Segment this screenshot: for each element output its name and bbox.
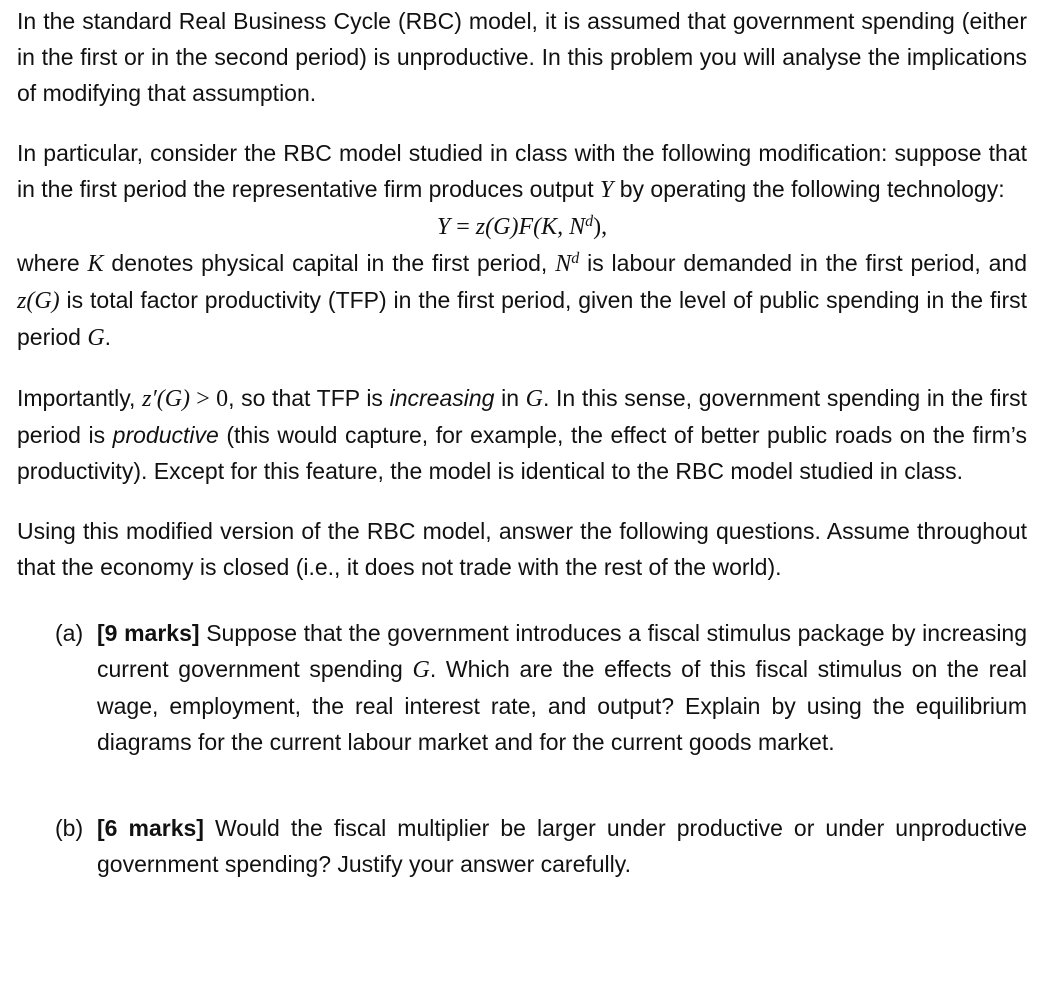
intro-paragraph [17, 3, 1027, 111]
emphasis-productive: productive [112, 422, 219, 448]
question-a-label: (a) [55, 620, 84, 646]
symbol-output: Y [599, 177, 614, 203]
symbol-tfp-derivative: z′(G) [142, 386, 191, 412]
symbol-greater-than-zero: > 0 [190, 386, 229, 412]
symbol-spending-2: G [525, 386, 543, 412]
productive-text-5: (this would capture, for example, the effect of better public roads on the firm’s productivity). Except for this feature, the model is identical to the RBC model studied in class. [17, 422, 1027, 484]
productive-text-4: . In this sense, government spending in the first period is [17, 385, 1028, 448]
productive-spending-paragraph [17, 380, 1027, 489]
question-b-marks: [6 marks] [97, 815, 204, 841]
technology-paragraph [17, 135, 1027, 208]
productive-text-2: , so that TFP is [228, 385, 383, 411]
question-list [17, 615, 1027, 882]
question-a-text: Suppose that the government introduces a fiscal stimulus package by increasing current government spending [97, 620, 1028, 682]
productive-text-3: in [501, 385, 519, 411]
document-page [17, 3, 1027, 882]
definitions-text-3: is labour demanded in the first period, and [587, 250, 1028, 276]
technology-text-end: by operating the following technology: [619, 176, 1005, 202]
instructions-text: Using this modified version of the RBC model, answer the following questions. Assume throughout that the economy is closed (i.e., it does not trade with the rest of the world). [17, 518, 1027, 580]
production-equation [17, 208, 1027, 245]
question-a [17, 615, 1027, 760]
definitions-text-1: where [17, 250, 80, 276]
symbol-tfp: z(G) [17, 288, 60, 314]
equation-equals: = [450, 214, 476, 240]
emphasis-increasing: increasing [389, 385, 495, 411]
definitions-paragraph [17, 245, 1027, 356]
productive-text-1: Importantly, [17, 385, 136, 411]
symbol-capital: K [87, 251, 104, 277]
question-b [17, 810, 1027, 882]
technology-text: In particular, consider the RBC model studied in class with the following modification: suppose that in the first period the representative firm produces output [17, 140, 1027, 202]
equation-tail: ), [593, 214, 608, 240]
definitions-text-2: denotes physical capital in the first period, [111, 250, 548, 276]
symbol-labour-superscript: d [571, 250, 580, 267]
symbol-labour: N [555, 251, 572, 277]
question-a-marks: [9 marks] [97, 620, 200, 646]
equation-superscript: d [585, 213, 594, 230]
equation-rhs: z(G)F(K, N [475, 214, 586, 240]
definitions-text-4: is total factor productivity (TFP) in the first period, given the level of public spending in the first period [17, 287, 1028, 350]
instructions-paragraph [17, 513, 1027, 585]
question-a-text-end: . Which are the effects of this fiscal stimulus on the real wage, employment, the real interest rate, and output? Explain by using the equilibrium diagrams for the current labour market and for the current goods market. [97, 656, 1027, 755]
intro-text: In the standard Real Business Cycle (RBC) model, it is assumed that government spending (either in the first or in the second period) is unproductive. In this problem you will analyse the implications of modifying that assumption. [17, 8, 1027, 106]
question-b-text: Would the fiscal multiplier be larger under productive or under unproductive government spending? Justify your answer carefully. [97, 815, 1027, 877]
definitions-period: . [104, 324, 112, 350]
question-a-symbol: G [412, 657, 430, 683]
symbol-spending: G [87, 325, 105, 351]
equation-lhs: Y [436, 214, 451, 240]
question-b-label: (b) [55, 815, 84, 841]
